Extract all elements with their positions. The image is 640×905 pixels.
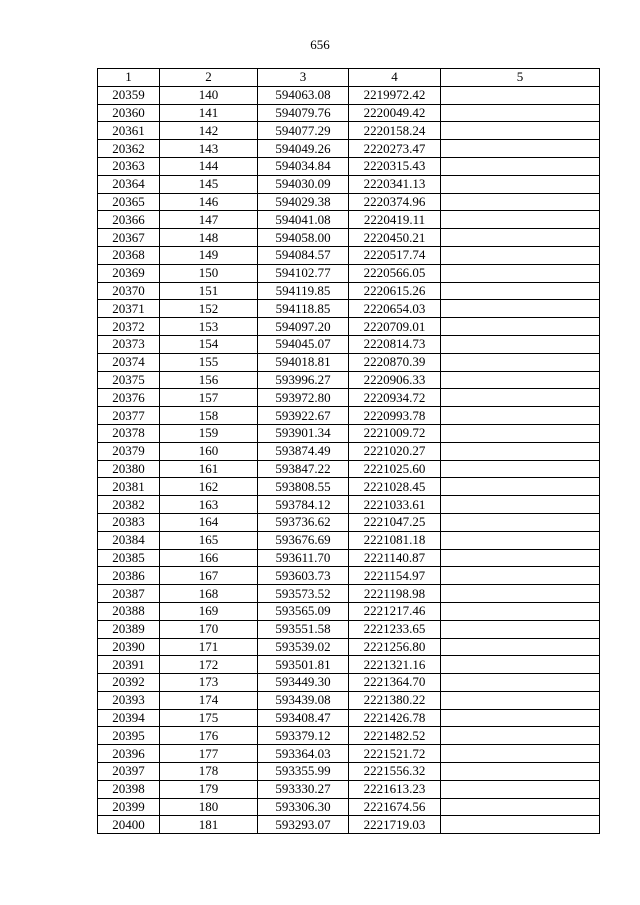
table-cell: 146 xyxy=(160,193,258,211)
table-cell xyxy=(441,407,600,425)
table-cell: 593603.73 xyxy=(258,567,349,585)
table-cell xyxy=(441,674,600,692)
table-cell: 20386 xyxy=(98,567,160,585)
table-cell: 2220870.39 xyxy=(349,353,441,371)
table-row xyxy=(98,745,600,763)
table-cell: 20372 xyxy=(98,318,160,336)
table-row xyxy=(98,763,600,781)
table-cell: 20384 xyxy=(98,531,160,549)
table-cell: 20382 xyxy=(98,496,160,514)
table-cell: 594030.09 xyxy=(258,175,349,193)
table-cell: 593784.12 xyxy=(258,496,349,514)
table-cell: 158 xyxy=(160,407,258,425)
table-cell xyxy=(441,371,600,389)
table-cell: 20367 xyxy=(98,229,160,247)
table-cell: 20362 xyxy=(98,140,160,158)
table-cell: 2221198.98 xyxy=(349,585,441,603)
table-cell xyxy=(441,567,600,585)
table-cell: 2221556.32 xyxy=(349,763,441,781)
table-row xyxy=(98,674,600,692)
table-cell: 2221233.65 xyxy=(349,620,441,638)
table-cell: 594045.07 xyxy=(258,335,349,353)
table-cell xyxy=(441,727,600,745)
table-cell: 20365 xyxy=(98,193,160,211)
table-cell xyxy=(441,691,600,709)
column-header: 4 xyxy=(349,69,441,87)
table-cell: 593901.34 xyxy=(258,424,349,442)
table-cell: 20379 xyxy=(98,442,160,460)
table-cell: 2221033.61 xyxy=(349,496,441,514)
table-cell: 20376 xyxy=(98,389,160,407)
table-cell: 593611.70 xyxy=(258,549,349,567)
table-cell xyxy=(441,424,600,442)
table-cell: 593922.67 xyxy=(258,407,349,425)
table-cell: 20398 xyxy=(98,780,160,798)
table-cell xyxy=(441,602,600,620)
table-row xyxy=(98,371,600,389)
table-cell: 175 xyxy=(160,709,258,727)
table-row xyxy=(98,620,600,638)
table-cell: 144 xyxy=(160,157,258,175)
table-cell: 593439.08 xyxy=(258,691,349,709)
table-cell: 2221674.56 xyxy=(349,798,441,816)
table-cell: 2220158.24 xyxy=(349,122,441,140)
table-cell xyxy=(441,122,600,140)
table-cell: 2220615.26 xyxy=(349,282,441,300)
table-cell: 20381 xyxy=(98,478,160,496)
table-cell: 20395 xyxy=(98,727,160,745)
table-cell: 2221025.60 xyxy=(349,460,441,478)
table-cell: 593449.30 xyxy=(258,674,349,692)
table-row xyxy=(98,335,600,353)
table-cell: 20364 xyxy=(98,175,160,193)
table-cell: 594058.00 xyxy=(258,229,349,247)
table-row xyxy=(98,691,600,709)
table-cell: 20363 xyxy=(98,157,160,175)
column-header: 5 xyxy=(441,69,600,87)
table-cell: 2219972.42 xyxy=(349,86,441,104)
table-row xyxy=(98,638,600,656)
table-cell: 2221020.27 xyxy=(349,442,441,460)
table-cell: 2220654.03 xyxy=(349,300,441,318)
table-cell: 2220419.11 xyxy=(349,211,441,229)
table-cell: 2220709.01 xyxy=(349,318,441,336)
table-cell: 2220374.96 xyxy=(349,193,441,211)
table-cell: 147 xyxy=(160,211,258,229)
table-cell: 142 xyxy=(160,122,258,140)
table-cell: 20369 xyxy=(98,264,160,282)
table-cell: 164 xyxy=(160,513,258,531)
table-row xyxy=(98,496,600,514)
table-cell: 594034.84 xyxy=(258,157,349,175)
table-cell: 20389 xyxy=(98,620,160,638)
table-cell: 153 xyxy=(160,318,258,336)
table-cell: 2220993.78 xyxy=(349,407,441,425)
table-cell: 2221426.78 xyxy=(349,709,441,727)
table-cell: 594097.20 xyxy=(258,318,349,336)
table-row xyxy=(98,229,600,247)
table-cell: 594079.76 xyxy=(258,104,349,122)
column-header: 2 xyxy=(160,69,258,87)
table-cell xyxy=(441,282,600,300)
table-cell xyxy=(441,104,600,122)
table-cell: 180 xyxy=(160,798,258,816)
table-cell: 162 xyxy=(160,478,258,496)
table-row xyxy=(98,816,600,834)
table-cell: 593676.69 xyxy=(258,531,349,549)
table-row xyxy=(98,656,600,674)
table-cell: 174 xyxy=(160,691,258,709)
table-row xyxy=(98,727,600,745)
table-row xyxy=(98,353,600,371)
table-cell: 2220341.13 xyxy=(349,175,441,193)
table-cell xyxy=(441,193,600,211)
table-cell xyxy=(441,300,600,318)
table-cell: 155 xyxy=(160,353,258,371)
table-cell xyxy=(441,656,600,674)
table-cell: 2220566.05 xyxy=(349,264,441,282)
table-cell: 20385 xyxy=(98,549,160,567)
table-cell: 593972.80 xyxy=(258,389,349,407)
table-row xyxy=(98,602,600,620)
table-row xyxy=(98,442,600,460)
table-cell xyxy=(441,798,600,816)
table-cell: 173 xyxy=(160,674,258,692)
table-cell: 2220273.47 xyxy=(349,140,441,158)
table-cell: 593306.30 xyxy=(258,798,349,816)
table-cell: 20370 xyxy=(98,282,160,300)
table-cell: 2221521.72 xyxy=(349,745,441,763)
table-cell: 181 xyxy=(160,816,258,834)
table-cell: 166 xyxy=(160,549,258,567)
table-cell xyxy=(441,745,600,763)
table-cell: 152 xyxy=(160,300,258,318)
table-cell: 176 xyxy=(160,727,258,745)
table-cell: 594018.81 xyxy=(258,353,349,371)
table-cell: 20375 xyxy=(98,371,160,389)
table-cell: 20374 xyxy=(98,353,160,371)
table-cell: 593364.03 xyxy=(258,745,349,763)
table-cell: 20377 xyxy=(98,407,160,425)
table-cell: 165 xyxy=(160,531,258,549)
table-cell xyxy=(441,389,600,407)
table-row xyxy=(98,211,600,229)
table-cell: 593355.99 xyxy=(258,763,349,781)
table-row xyxy=(98,193,600,211)
column-header: 1 xyxy=(98,69,160,87)
table-cell: 141 xyxy=(160,104,258,122)
table-cell xyxy=(441,816,600,834)
table-header-row xyxy=(98,69,600,87)
table-row xyxy=(98,264,600,282)
table-row xyxy=(98,424,600,442)
table-row xyxy=(98,513,600,531)
table-cell xyxy=(441,140,600,158)
table-cell: 20373 xyxy=(98,335,160,353)
table-cell: 593565.09 xyxy=(258,602,349,620)
table-cell xyxy=(441,460,600,478)
table-cell: 593539.02 xyxy=(258,638,349,656)
table-cell xyxy=(441,353,600,371)
table-cell xyxy=(441,549,600,567)
table-cell: 593874.49 xyxy=(258,442,349,460)
table-cell: 594118.85 xyxy=(258,300,349,318)
table-cell: 593573.52 xyxy=(258,585,349,603)
table-cell: 20394 xyxy=(98,709,160,727)
table-cell xyxy=(441,620,600,638)
table-cell: 2221154.97 xyxy=(349,567,441,585)
table-row xyxy=(98,567,600,585)
table-cell: 593330.27 xyxy=(258,780,349,798)
table-cell xyxy=(441,442,600,460)
table-cell: 2220450.21 xyxy=(349,229,441,247)
table-cell xyxy=(441,709,600,727)
table-row xyxy=(98,282,600,300)
table-cell: 20368 xyxy=(98,246,160,264)
table-cell: 150 xyxy=(160,264,258,282)
table-cell: 20380 xyxy=(98,460,160,478)
table-cell: 2220934.72 xyxy=(349,389,441,407)
table-cell xyxy=(441,763,600,781)
table-cell: 2221140.87 xyxy=(349,549,441,567)
table-cell: 140 xyxy=(160,86,258,104)
table-cell: 20399 xyxy=(98,798,160,816)
table-cell: 20383 xyxy=(98,513,160,531)
table-row xyxy=(98,140,600,158)
table-cell: 2220049.42 xyxy=(349,104,441,122)
table-cell: 20391 xyxy=(98,656,160,674)
table-row xyxy=(98,407,600,425)
table-cell: 20388 xyxy=(98,602,160,620)
table-body xyxy=(98,86,600,833)
table-cell: 20400 xyxy=(98,816,160,834)
table-cell: 2220517.74 xyxy=(349,246,441,264)
table-cell: 20393 xyxy=(98,691,160,709)
table-cell: 2221081.18 xyxy=(349,531,441,549)
table-row xyxy=(98,460,600,478)
table-cell: 20378 xyxy=(98,424,160,442)
table-cell xyxy=(441,531,600,549)
table-cell: 593996.27 xyxy=(258,371,349,389)
table-cell: 2221613.23 xyxy=(349,780,441,798)
table-cell: 594102.77 xyxy=(258,264,349,282)
table-cell: 163 xyxy=(160,496,258,514)
table-cell: 593808.55 xyxy=(258,478,349,496)
table-cell: 143 xyxy=(160,140,258,158)
table-cell: 145 xyxy=(160,175,258,193)
table-row xyxy=(98,175,600,193)
table-cell: 154 xyxy=(160,335,258,353)
table-cell: 2221364.70 xyxy=(349,674,441,692)
table-cell: 2221047.25 xyxy=(349,513,441,531)
table-cell xyxy=(441,335,600,353)
table-cell: 149 xyxy=(160,246,258,264)
table-cell xyxy=(441,175,600,193)
table-cell: 593293.07 xyxy=(258,816,349,834)
table-row xyxy=(98,318,600,336)
table-cell: 593408.47 xyxy=(258,709,349,727)
table-cell xyxy=(441,264,600,282)
table-cell: 2221719.03 xyxy=(349,816,441,834)
table-cell: 179 xyxy=(160,780,258,798)
table-cell xyxy=(441,638,600,656)
table-cell: 594049.26 xyxy=(258,140,349,158)
table-cell xyxy=(441,211,600,229)
table-row xyxy=(98,86,600,104)
table-row xyxy=(98,549,600,567)
table-cell xyxy=(441,478,600,496)
coordinates-table xyxy=(97,68,600,834)
table-cell: 2221482.52 xyxy=(349,727,441,745)
table-cell: 20359 xyxy=(98,86,160,104)
table-cell: 593379.12 xyxy=(258,727,349,745)
table-cell: 178 xyxy=(160,763,258,781)
table-cell: 161 xyxy=(160,460,258,478)
table-cell: 167 xyxy=(160,567,258,585)
table-cell xyxy=(441,585,600,603)
table-cell: 594029.38 xyxy=(258,193,349,211)
table-row xyxy=(98,585,600,603)
table-row xyxy=(98,709,600,727)
table-cell: 593847.22 xyxy=(258,460,349,478)
table-cell: 2221380.22 xyxy=(349,691,441,709)
table-cell: 148 xyxy=(160,229,258,247)
table-cell: 593551.58 xyxy=(258,620,349,638)
table-row xyxy=(98,122,600,140)
table-cell: 593501.81 xyxy=(258,656,349,674)
table-row xyxy=(98,300,600,318)
table-cell xyxy=(441,318,600,336)
table-cell: 20366 xyxy=(98,211,160,229)
table-cell: 594077.29 xyxy=(258,122,349,140)
table-cell: 157 xyxy=(160,389,258,407)
table-cell: 168 xyxy=(160,585,258,603)
table-row xyxy=(98,389,600,407)
table-row xyxy=(98,157,600,175)
table-cell: 177 xyxy=(160,745,258,763)
table-row xyxy=(98,246,600,264)
table-row xyxy=(98,531,600,549)
table-cell: 171 xyxy=(160,638,258,656)
table-cell: 2221321.16 xyxy=(349,656,441,674)
table-cell: 2221028.45 xyxy=(349,478,441,496)
table-cell: 20360 xyxy=(98,104,160,122)
table-cell: 2221256.80 xyxy=(349,638,441,656)
table-cell: 20371 xyxy=(98,300,160,318)
table-row xyxy=(98,478,600,496)
table-cell xyxy=(441,780,600,798)
page-number: 656 xyxy=(310,37,330,52)
table-cell: 2220315.43 xyxy=(349,157,441,175)
table-cell xyxy=(441,229,600,247)
table-cell: 20361 xyxy=(98,122,160,140)
table-cell: 593736.62 xyxy=(258,513,349,531)
table-cell: 2220906.33 xyxy=(349,371,441,389)
table-cell: 2221217.46 xyxy=(349,602,441,620)
table-cell: 594063.08 xyxy=(258,86,349,104)
table-cell: 594119.85 xyxy=(258,282,349,300)
table-cell: 2221009.72 xyxy=(349,424,441,442)
table-row xyxy=(98,798,600,816)
table-cell: 20392 xyxy=(98,674,160,692)
table-cell: 20387 xyxy=(98,585,160,603)
table-cell: 151 xyxy=(160,282,258,300)
table-cell xyxy=(441,496,600,514)
column-header: 3 xyxy=(258,69,349,87)
table-cell: 170 xyxy=(160,620,258,638)
table-row xyxy=(98,780,600,798)
table-row xyxy=(98,104,600,122)
table-cell: 20390 xyxy=(98,638,160,656)
table-cell: 20397 xyxy=(98,763,160,781)
table-cell xyxy=(441,157,600,175)
table-cell: 169 xyxy=(160,602,258,620)
table-cell: 20396 xyxy=(98,745,160,763)
table-cell: 2220814.73 xyxy=(349,335,441,353)
table-cell: 156 xyxy=(160,371,258,389)
table-cell: 172 xyxy=(160,656,258,674)
table-cell xyxy=(441,513,600,531)
table-cell xyxy=(441,86,600,104)
table-cell xyxy=(441,246,600,264)
table-cell: 594041.08 xyxy=(258,211,349,229)
table-cell: 159 xyxy=(160,424,258,442)
table-cell: 594084.57 xyxy=(258,246,349,264)
table-cell: 160 xyxy=(160,442,258,460)
